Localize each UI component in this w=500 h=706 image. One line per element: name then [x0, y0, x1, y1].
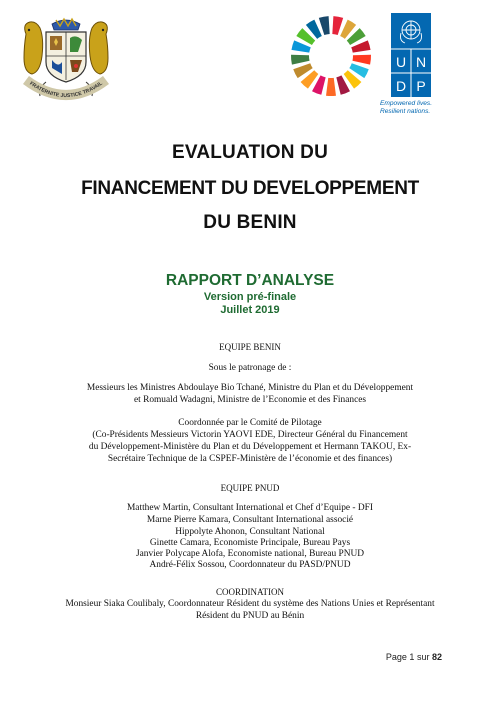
undp-tagline	[380, 100, 450, 116]
benin-coat-of-arms	[18, 16, 114, 108]
undp-letter-d: D	[395, 78, 407, 94]
coordination-text: Monsieur Siaka Coulibaly, Coordonnateur Résident du système des Nations Unies et Représentant	[65, 599, 435, 609]
pnud-member: Ginette Camara, Economiste Principale, Bureau Pays	[149, 538, 351, 548]
doc-title-line-1: EVALUATION DU	[171, 142, 328, 163]
report-name: RAPPORT D’ANALYSE	[165, 272, 335, 289]
patronage-label: Sous le patronage de :	[208, 363, 292, 373]
undp-logo	[391, 13, 431, 97]
coordination-line: Secrétaire Technique de la CSPEF-Ministère de l’économie et des finances)	[107, 454, 393, 464]
patronage-line: et Romuald Wadagni, Ministre de l’Economie et des Finances	[133, 395, 367, 405]
page-number-footer	[386, 652, 442, 662]
pnud-member: Matthew Martin, Consultant International et Chef d’Equipe - DFI	[126, 503, 374, 513]
doc-title-line-2: FINANCEMENT DU DEVELOPPEMENT	[81, 178, 419, 199]
sdg-wheel-segment	[326, 78, 336, 96]
benin-motto: FRATERNITE JUSTICE TRAVAIL	[28, 80, 104, 100]
coordination-heading: COORDINATION	[216, 587, 284, 597]
pnud-member: Janvier Polycape Alofa, Economiste national, Bureau PNUD	[135, 549, 365, 559]
equipe-benin-heading: EQUIPE BENIN	[219, 342, 281, 352]
coordination-line: du Développement-Ministère du Plan et du Développement et Hermann TAKOU, Ex-	[88, 442, 412, 452]
pnud-member: André-Félix Sossou, Coordonnateur du PASD/PNUD	[149, 560, 351, 570]
page-current: 1	[409, 652, 415, 662]
pnud-member: Marne Pierre Kamara, Consultant International associé	[146, 515, 354, 525]
report-version: Version pré-finale	[203, 291, 297, 303]
sdg-wheel-segment	[352, 55, 371, 65]
undp-letter-p: P	[416, 78, 426, 94]
sdg-wheel-segment	[332, 16, 343, 35]
undp-tagline-line-1: Empowered lives.	[380, 100, 433, 107]
page-of-label: sur	[416, 652, 430, 662]
patronage-line: Messieurs les Ministres Abdoulaye Bio Tchané, Ministre du Plan et du Développement	[86, 383, 414, 393]
sdg-wheel-logo	[289, 14, 373, 98]
doc-title-line-3: DU BENIN	[203, 212, 297, 233]
page-label: Page	[385, 652, 407, 662]
sdg-wheel-segment	[319, 16, 330, 35]
equipe-pnud-heading: EQUIPE PNUD	[220, 483, 280, 493]
undp-tagline-line-2: Resilient nations.	[380, 108, 431, 115]
undp-letter-u: U	[395, 54, 407, 70]
coordination-line: (Co-Présidents Messieurs Victorin YAOVI EDE, Directeur Général du Financement	[92, 430, 408, 440]
page-total: 82	[431, 652, 442, 662]
report-date: Juillet 2019	[220, 304, 280, 316]
pnud-member: Hippolyte Ahonon, Consultant National	[175, 527, 325, 537]
coordination-label: Coordonnée par le Comité de Pilotage	[178, 418, 322, 428]
undp-letter-n: N	[415, 54, 427, 70]
coordination-text: Résident du PNUD au Bénin	[195, 611, 305, 621]
sdg-wheel-segment	[291, 55, 310, 65]
